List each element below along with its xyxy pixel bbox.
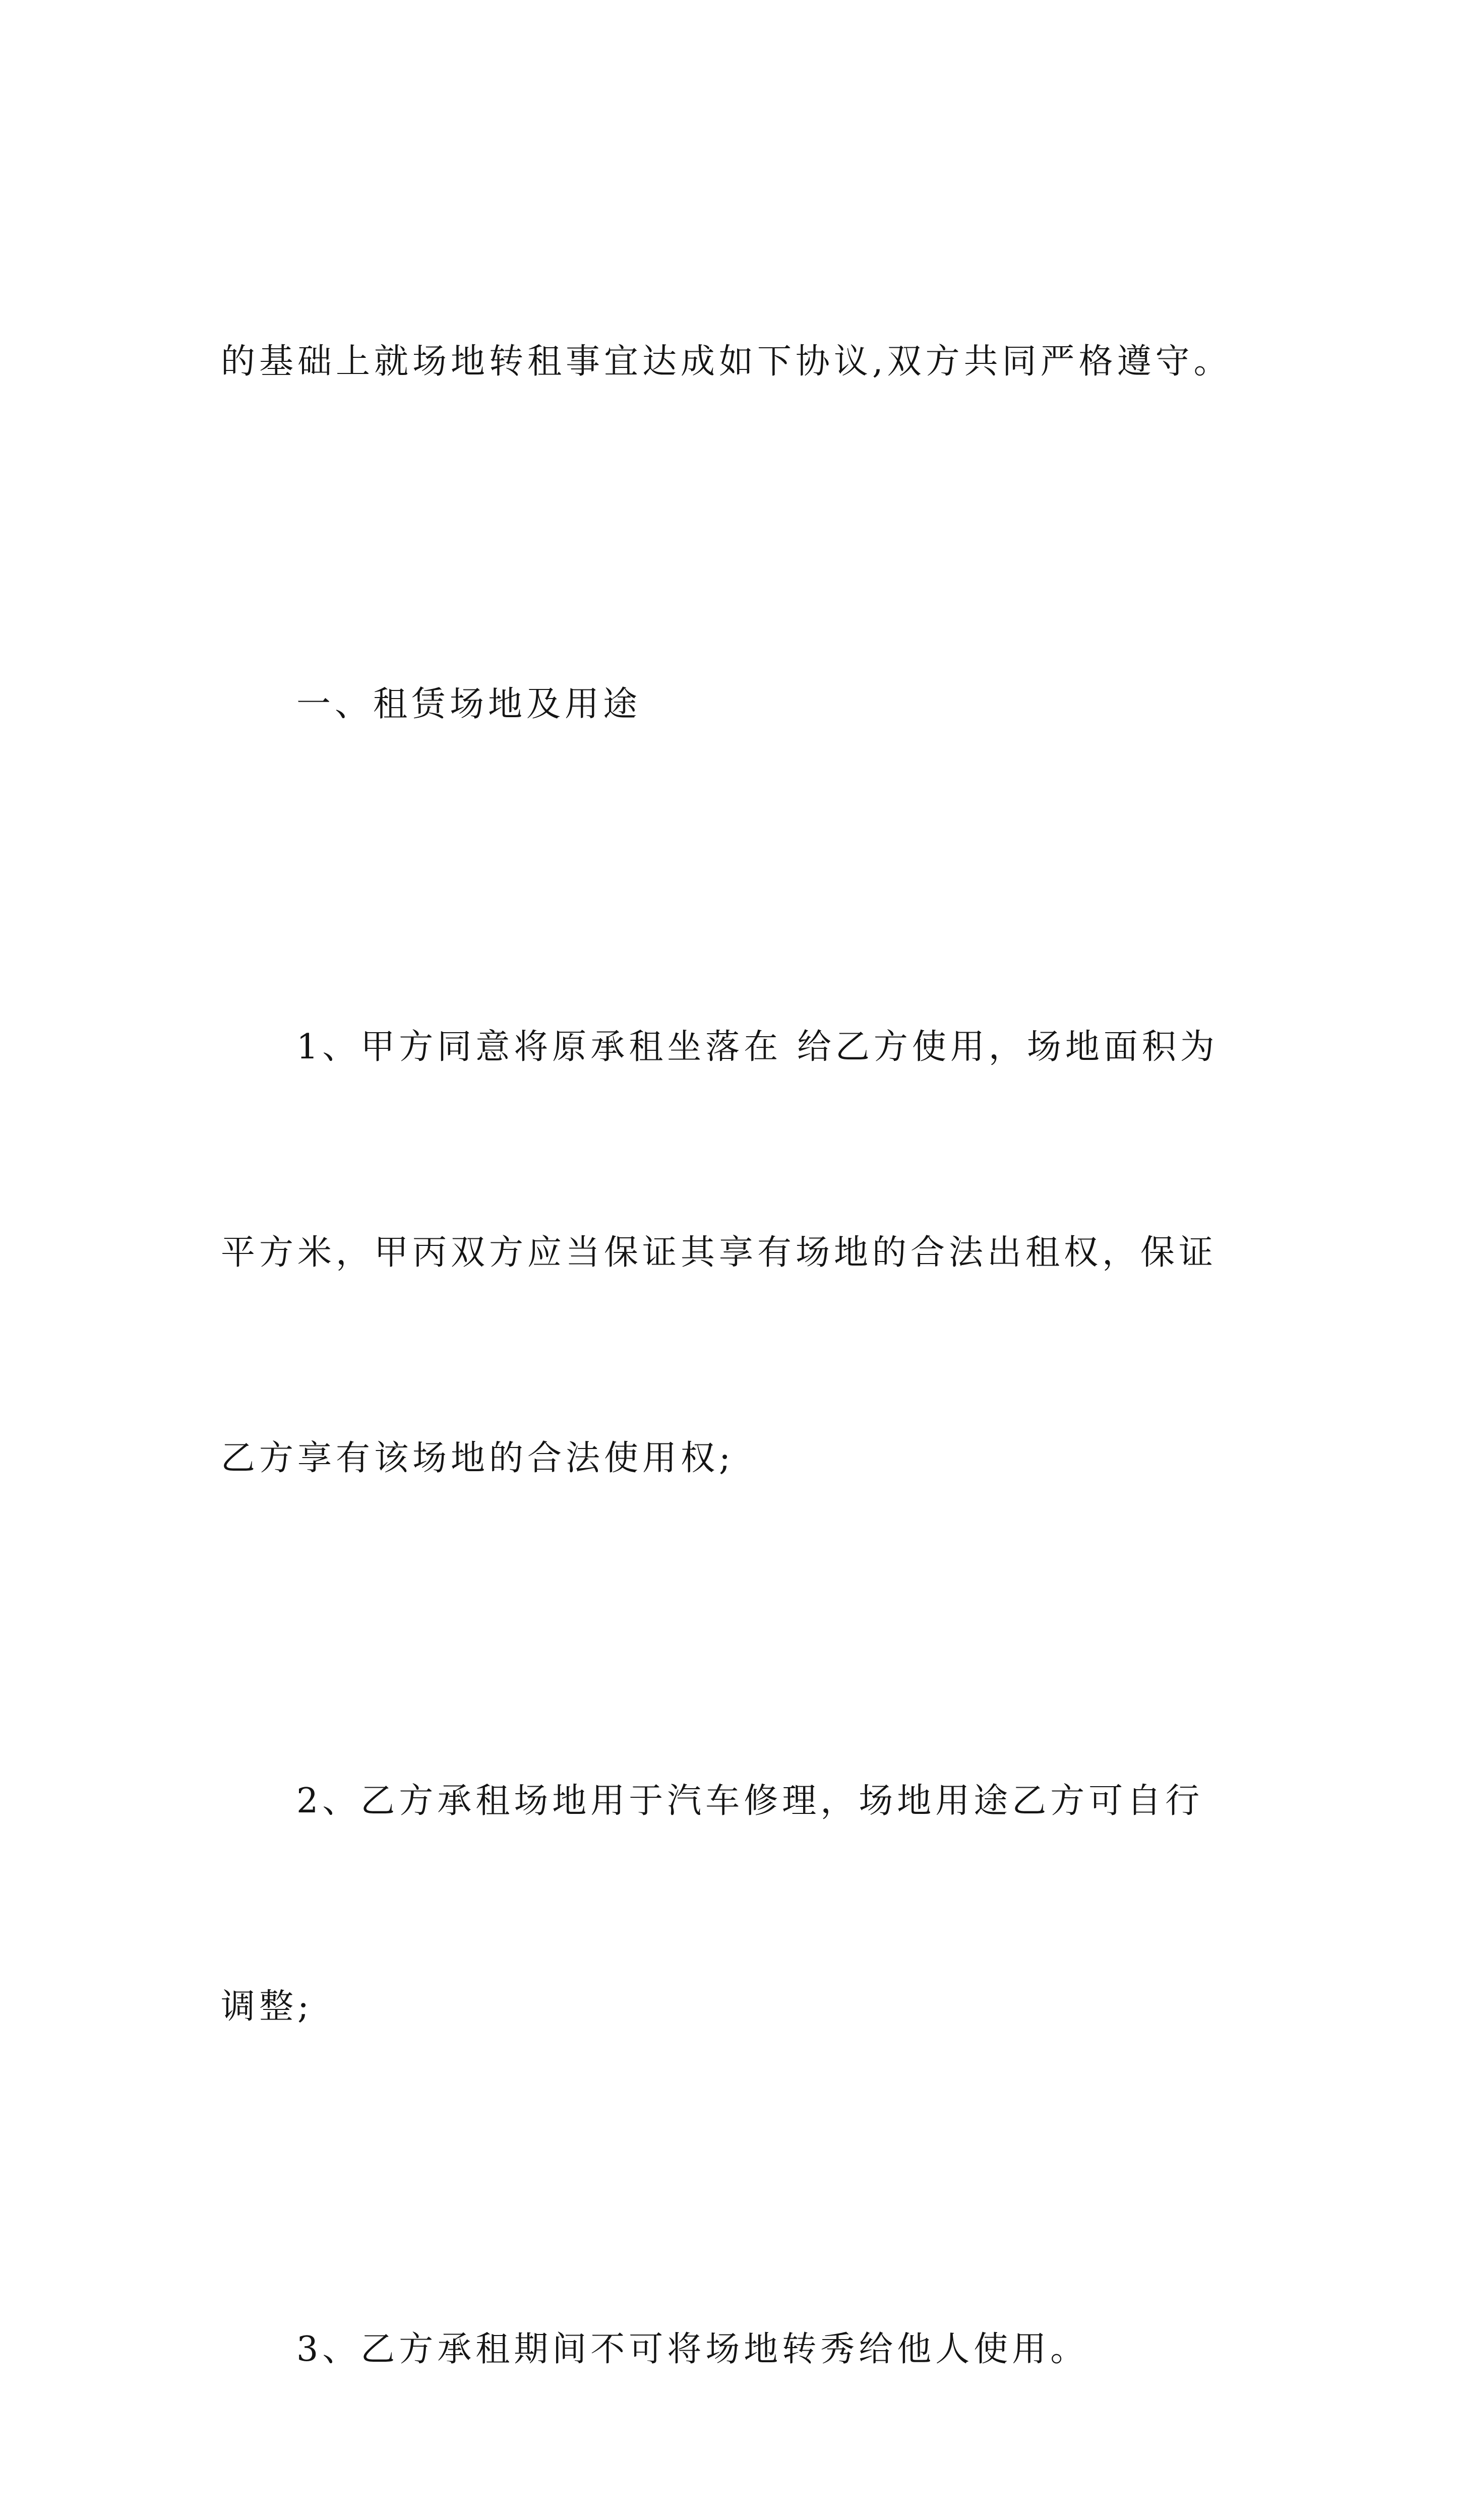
- text-line: 2、乙方承租场地用于汽车修理，场地用途乙方可自行: [296, 1781, 1204, 1821]
- section-heading-1: [221, 533, 1305, 876]
- document-body: [221, 191, 1305, 2520]
- text-line: 3、乙方承租期间不可将场地转秀给他人使用。: [296, 2329, 1089, 2369]
- text-line: 的基础上就场地转租事宜达成如下协议,双方共同严格遵守。: [221, 342, 1232, 382]
- text-line: 平方米，甲丙双方应当保证其享有场地的合法出租权，保证: [221, 1233, 1218, 1273]
- clause-1-1: [221, 876, 1305, 1630]
- text-line: 调整;: [221, 1987, 313, 2027]
- text-line: 乙方享有该场地的合法使用权;: [221, 1438, 735, 1478]
- paragraph-intro: [221, 191, 1305, 533]
- clause-1-3: [221, 2178, 1305, 2520]
- clause-1-2: [221, 1630, 1305, 2178]
- text-line: 1、甲方同意将原承租坐落在 给乙方使用，场地面积为: [296, 1027, 1219, 1067]
- text-line: 一、租赁场地及用途: [296, 684, 642, 724]
